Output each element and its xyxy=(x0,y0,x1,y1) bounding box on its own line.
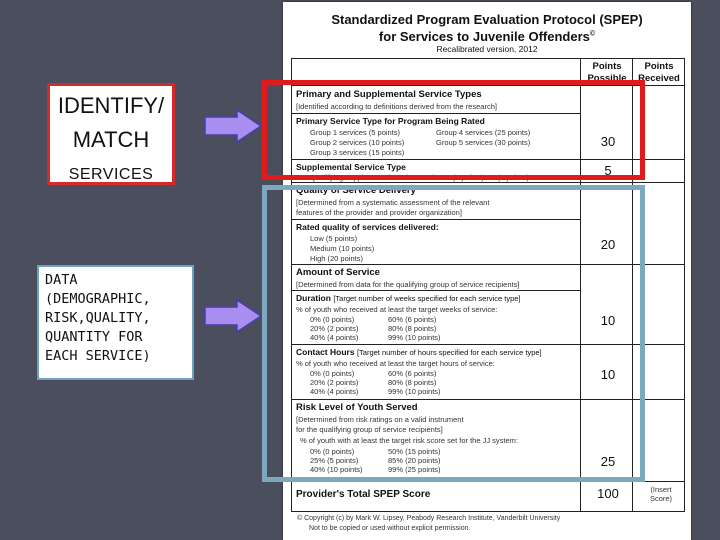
section-line: Qualifying supplemental service used: Yes (5 points) No (0 points) xyxy=(310,173,529,182)
service-group: Group 2 services (10 points) xyxy=(310,138,405,147)
points-possible-header: Points Possible xyxy=(587,61,627,84)
section-note: [Determined from a systematic assessment of the relevant xyxy=(296,198,490,207)
service-group: Group 1 services (5 points) xyxy=(310,128,401,137)
risk-level: 0% (0 points) xyxy=(310,447,355,456)
data-line: QUANTITY FOR xyxy=(45,329,143,345)
service-group: Group 3 services (15 points) xyxy=(310,148,405,157)
identify-line1: IDENTIFY/ xyxy=(57,93,165,118)
hours-level: 99% (10 points) xyxy=(388,387,441,396)
arrow-right-icon xyxy=(203,298,263,334)
hours-level: 60% (6 points) xyxy=(388,369,437,378)
hours-level: 20% (2 points) xyxy=(310,378,359,387)
hours-level: 40% (4 points) xyxy=(310,387,359,396)
points-possible: 25 xyxy=(600,454,616,469)
duration-level: 20% (2 points) xyxy=(310,324,359,333)
data-line: (DEMOGRAPHIC, xyxy=(45,291,151,307)
duration-note: [Target number of weeks specified for each service type] xyxy=(333,294,521,303)
risk-level: 40% (10 points) xyxy=(310,465,363,474)
risk-level: 85% (20 points) xyxy=(388,456,441,465)
duration-level: 0% (0 points) xyxy=(310,315,355,324)
arrow-right-icon xyxy=(203,108,263,144)
section-title: Quality of Service Delivery xyxy=(296,185,416,196)
permission-footer: Not to be copied or used without explicit permission. xyxy=(309,525,471,532)
points-possible: 20 xyxy=(600,237,616,252)
copyright-footer: © Copyright (c) by Mark W. Lipsey, Peabody Research Institute, Vanderbilt University xyxy=(297,515,561,522)
section-title: Rated quality of services delivered: xyxy=(296,222,439,232)
risk-level: 25% (5 points) xyxy=(310,456,359,465)
section-note: features of the provider and provider organization] xyxy=(296,208,462,217)
identify-line2: MATCH xyxy=(72,127,150,152)
data-label xyxy=(37,265,194,380)
doc-title-line2 xyxy=(283,29,691,44)
duration-level: 60% (6 points) xyxy=(388,315,437,324)
hours-level: 80% (8 points) xyxy=(388,378,437,387)
data-line: RISK,QUALITY, xyxy=(45,310,151,326)
points-possible: 5 xyxy=(604,163,612,178)
data-line: EACH SERVICE) xyxy=(45,348,151,364)
duration-level: 80% (8 points) xyxy=(388,324,437,333)
section-note: [Determined from risk ratings on a valid instrument xyxy=(296,415,464,424)
duration-level: 99% (10 points) xyxy=(388,333,441,342)
section-title: Primary Service Type for Program Being Rated xyxy=(296,116,485,126)
quality-level: High (20 points) xyxy=(310,254,363,263)
points-received-header: Points Received xyxy=(638,61,680,84)
points-possible: 10 xyxy=(600,367,616,382)
duration-level: 40% (4 points) xyxy=(310,333,359,342)
section-line: % of youth who received at least the target weeks of service: xyxy=(296,305,498,314)
hours-level: 0% (0 points) xyxy=(310,369,355,378)
section-title: Supplemental Service Type xyxy=(296,162,406,172)
risk-level: 99% (25 points) xyxy=(388,465,441,474)
data-line: DATA xyxy=(45,272,78,288)
section-line: % of youth with at least the target risk score set for the JJ system: xyxy=(300,436,519,445)
quality-level: Medium (10 points) xyxy=(310,244,375,253)
total-points: 100 xyxy=(597,486,619,501)
identify-match-label xyxy=(47,83,175,185)
section-line: % of youth who received at least the target hours of service: xyxy=(296,359,495,368)
section-title: Amount of Service xyxy=(296,267,380,278)
section-note: [Determined from data for the qualifying group of service recipients] xyxy=(296,280,520,289)
section-note: for the qualifying group of service recipients] xyxy=(296,425,443,434)
points-possible: 30 xyxy=(600,134,616,149)
risk-level: 50% (15 points) xyxy=(388,447,441,456)
doc-subtitle: Recalibrated version, 2012 xyxy=(436,44,538,54)
service-group: Group 4 services (25 points) xyxy=(436,128,531,137)
services-highlight-frame xyxy=(262,80,645,180)
section-title: Risk Level of Youth Served xyxy=(296,402,418,413)
contact-hours-label: Contact Hours xyxy=(296,347,355,357)
points-possible: 10 xyxy=(600,313,616,328)
data-highlight-frame xyxy=(262,185,645,482)
total-score-label: Provider's Total SPEP Score xyxy=(296,489,431,500)
duration-label: Duration xyxy=(296,293,331,303)
insert-score: (Insert Score) xyxy=(649,485,673,503)
doc-title-text: for Services to Juvenile Offenders xyxy=(378,29,590,44)
service-group: Group 5 services (30 points) xyxy=(436,138,531,147)
services-label: SERVICES xyxy=(68,166,154,183)
copyright-mark: © xyxy=(589,30,596,38)
section-title: Primary and Supplemental Service Types xyxy=(296,89,482,100)
doc-title-line1: Standardized Program Evaluation Protocol (SPEP) xyxy=(331,12,643,27)
section-note: [Identified according to definitions derived from the research] xyxy=(296,102,497,111)
quality-level: Low (5 points) xyxy=(310,234,358,243)
contact-hours-note: [Target number of hours specified for each service type] xyxy=(356,348,542,357)
